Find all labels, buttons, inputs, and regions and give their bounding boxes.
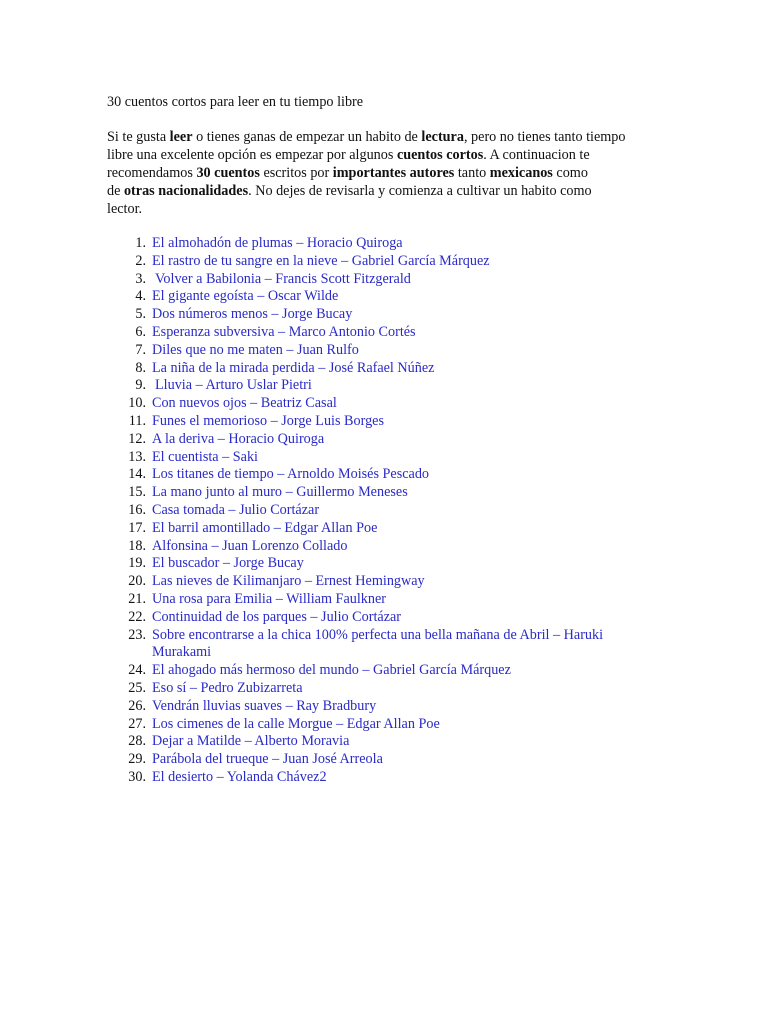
story-link[interactable]: Volver a Babilonia – Francis Scott Fitzgerald — [155, 270, 411, 287]
story-link[interactable]: Funes el memorioso – Jorge Luis Borges — [152, 412, 384, 429]
list-item-number: 24. — [128, 662, 146, 679]
list-item — [0, 751, 768, 769]
list-item — [0, 324, 768, 342]
list-item-number: 17. — [128, 519, 146, 536]
story-link[interactable]: Sobre encontrarse a la chica 100% perfecta una bella mañana de Abril – Haruki Murakami — [152, 626, 604, 661]
list-item-number: 8. — [135, 359, 146, 376]
story-link[interactable]: El gigante egoísta – Oscar Wilde — [152, 288, 339, 305]
list-item — [0, 484, 768, 502]
story-link[interactable]: Los cimenes de la calle Morgue – Edgar Allan Poe — [152, 715, 440, 732]
list-item — [0, 306, 768, 324]
list-item-number: 7. — [135, 341, 146, 358]
story-link[interactable]: Con nuevos ojos – Beatriz Casal — [152, 395, 337, 412]
list-item-number: 14. — [128, 466, 146, 483]
story-link[interactable]: A la deriva – Horacio Quiroga — [152, 430, 325, 447]
list-item — [0, 271, 768, 289]
story-link[interactable]: Continuidad de los parques – Julio Cortázar — [152, 608, 402, 625]
list-item-number: 25. — [128, 679, 146, 696]
intro-text: de — [107, 183, 124, 199]
story-link[interactable]: Alfonsina – Juan Lorenzo Collado — [152, 537, 348, 554]
list-item-number: 18. — [128, 537, 146, 554]
list-item-number: 11. — [128, 412, 146, 429]
list-item — [0, 502, 768, 520]
story-link[interactable]: El ahogado más hermoso del mundo – Gabriel García Márquez — [152, 662, 511, 679]
list-item — [0, 716, 768, 734]
story-link[interactable]: Diles que no me maten – Juan Rulfo — [152, 341, 359, 358]
intro-line-3 — [107, 164, 667, 182]
list-item-number: 28. — [128, 733, 146, 750]
list-item-number: 16. — [128, 501, 146, 518]
intro-text: tanto — [454, 165, 490, 181]
document-title: 30 cuentos cortos para leer en tu tiempo libre — [107, 94, 364, 110]
list-item — [0, 698, 768, 716]
story-link[interactable]: El cuentista – Saki — [152, 448, 258, 465]
list-item — [0, 288, 768, 306]
story-link[interactable]: El barril amontillado – Edgar Allan Poe — [152, 519, 378, 536]
story-link[interactable]: Una rosa para Emilia – William Faulkner — [152, 590, 386, 607]
list-item-number: 3. — [135, 270, 146, 287]
intro-paragraph — [107, 128, 667, 218]
story-link[interactable]: El buscador – Jorge Bucay — [152, 555, 304, 572]
intro-line-1 — [107, 128, 667, 146]
story-link[interactable]: El desierto – Yolanda Chávez2 — [152, 768, 327, 785]
story-link[interactable]: Las nieves de Kilimanjaro – Ernest Hemingway — [152, 573, 425, 590]
intro-text: Si te gusta — [107, 129, 170, 145]
story-link[interactable]: La mano junto al muro – Guillermo Meneses — [152, 484, 408, 501]
intro-bold: otras nacionalidades — [123, 183, 249, 199]
intro-bold: mexicanos — [489, 165, 553, 181]
intro-line-5 — [107, 200, 667, 218]
list-item-number: 6. — [135, 323, 146, 340]
list-item-number: 15. — [128, 484, 146, 501]
list-item — [0, 520, 768, 538]
intro-text: escritos por — [259, 165, 333, 181]
list-item — [0, 395, 768, 413]
story-link[interactable]: Los titanes de tiempo – Arnoldo Moisés Pescado — [152, 466, 430, 483]
intro-text: , pero no tienes tanto tiempo — [463, 129, 626, 145]
list-item — [0, 555, 768, 573]
intro-text: libre una excelente opción es empezar por algunos — [107, 147, 397, 163]
list-item-number: 22. — [128, 608, 146, 625]
intro-line-4 — [107, 182, 667, 200]
story-link[interactable]: Lluvia – Arturo Uslar Pietri — [155, 377, 312, 394]
intro-line-2 — [107, 146, 667, 164]
list-item — [0, 413, 768, 431]
list-item — [0, 733, 768, 751]
list-item-number: 27. — [128, 715, 146, 732]
intro-bold: importantes autores — [332, 165, 455, 181]
list-item-number: 4. — [135, 288, 146, 305]
list-item — [0, 431, 768, 449]
story-link[interactable]: Casa tomada – Julio Cortázar — [152, 501, 320, 518]
list-item — [0, 235, 768, 253]
list-item — [0, 662, 768, 680]
story-link[interactable]: La niña de la mirada perdida – José Rafael Núñez — [152, 359, 435, 376]
story-link[interactable]: Eso sí – Pedro Zubizarreta — [152, 679, 303, 696]
list-item-number: 5. — [135, 306, 146, 323]
intro-text: . A continuacion te — [483, 147, 590, 163]
intro-text: como — [552, 165, 588, 181]
list-item — [0, 342, 768, 360]
list-item — [0, 627, 768, 663]
list-item — [0, 538, 768, 556]
intro-text: recomendamos — [107, 165, 197, 181]
list-item — [0, 573, 768, 591]
intro-text: lector. — [107, 201, 143, 217]
story-link[interactable]: Dos números menos – Jorge Bucay — [152, 306, 353, 323]
list-item-number: 9. — [135, 377, 146, 394]
list-item-number: 23. — [128, 626, 146, 643]
intro-text: . No dejes de revisarla y comienza a cultivar un habito como — [248, 183, 592, 199]
intro-bold: 30 cuentos — [196, 165, 260, 181]
list-item-number: 29. — [128, 751, 146, 768]
list-item-number: 12. — [128, 430, 146, 447]
story-link[interactable]: Parábola del trueque – Juan José Arreola — [152, 751, 383, 768]
list-item-number: 13. — [128, 448, 146, 465]
intro-bold: leer — [169, 129, 193, 145]
stories-list — [0, 235, 768, 787]
list-item-number: 20. — [128, 573, 146, 590]
list-item — [0, 466, 768, 484]
intro-bold: cuentos cortos — [396, 147, 484, 163]
list-item-number: 1. — [135, 235, 146, 251]
story-link[interactable]: Vendrán lluvias suaves – Ray Bradbury — [152, 697, 377, 714]
list-item-number: 2. — [135, 252, 146, 269]
list-item — [0, 360, 768, 378]
list-item-number: 19. — [128, 555, 146, 572]
list-item — [0, 680, 768, 698]
story-link[interactable]: Dejar a Matilde – Alberto Moravia — [152, 733, 350, 750]
story-link[interactable]: Esperanza subversiva – Marco Antonio Cortés — [152, 323, 416, 340]
intro-text: o tienes ganas de empezar un habito de — [192, 129, 422, 145]
intro-bold: lectura — [421, 129, 464, 145]
list-item-number: 30. — [128, 768, 146, 785]
story-link[interactable]: El almohadón de plumas – Horacio Quiroga — [152, 235, 403, 251]
list-item — [0, 253, 768, 271]
list-item — [0, 769, 768, 787]
list-item-number: 21. — [128, 590, 146, 607]
list-item — [0, 377, 768, 395]
list-item-number: 26. — [128, 697, 146, 714]
story-link[interactable]: El rastro de tu sangre en la nieve – Gabriel García Márquez — [152, 252, 490, 269]
list-item — [0, 449, 768, 467]
list-item-number: 10. — [128, 395, 146, 412]
list-item — [0, 609, 768, 627]
list-item — [0, 591, 768, 609]
